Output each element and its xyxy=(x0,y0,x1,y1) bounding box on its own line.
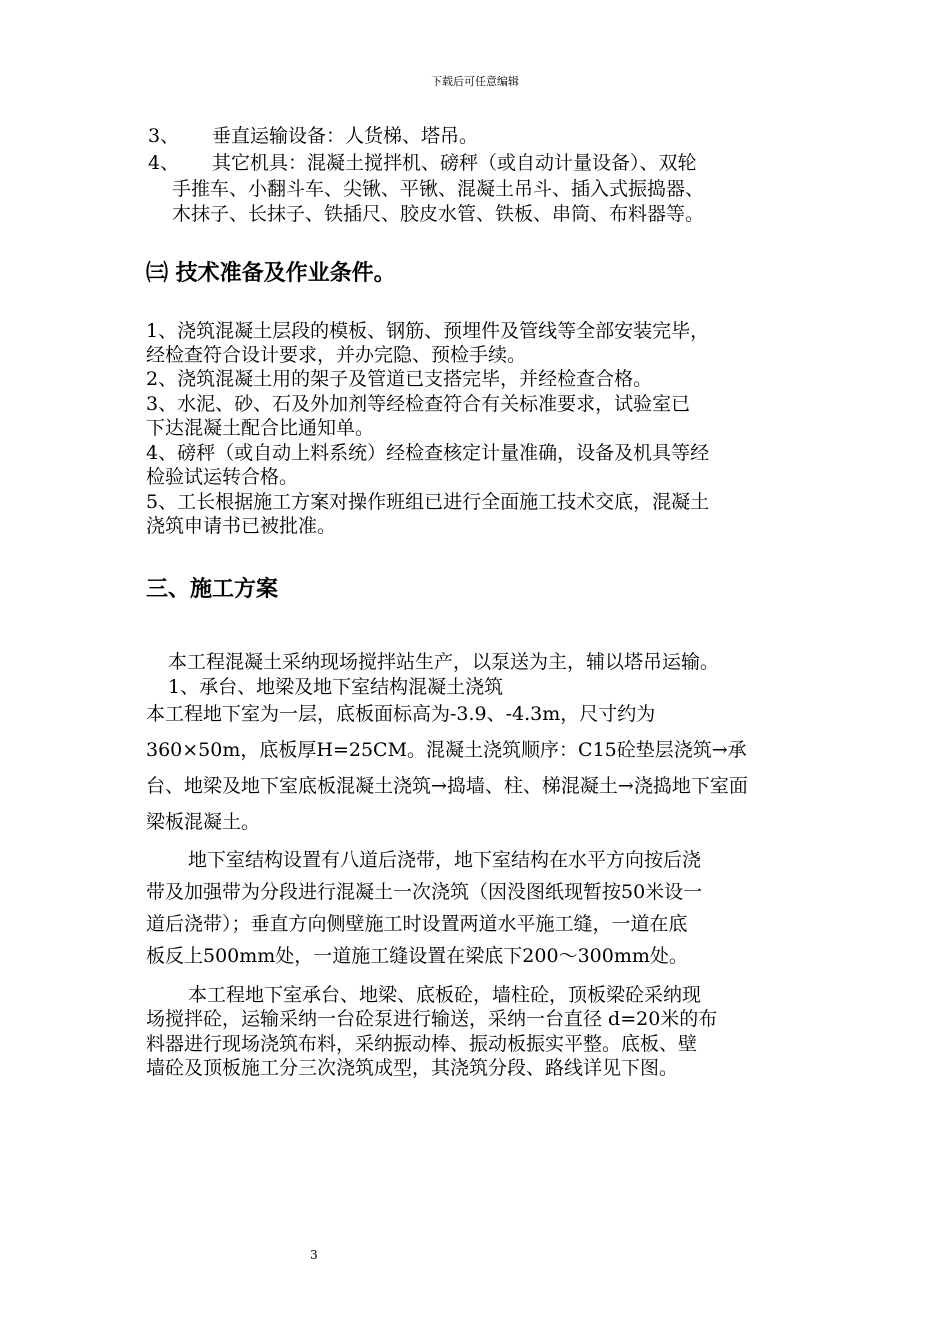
page-number: 3 xyxy=(310,1248,318,1262)
paragraph-line: 带及加强带为分段进行混凝土一次浇筑（因没图纸现暂按50米设一 xyxy=(146,881,703,903)
paragraph-line: 台、地梁及地下室底板混凝土浇筑→捣墙、柱、梯混凝土→浇捣地下室面 xyxy=(146,775,748,797)
list-item: 其它机具：混凝土搅拌机、磅秤（或自动计量设备）、双轮 xyxy=(212,152,697,174)
paragraph-line: 墙砼及顶板施工分三次浇筑成型，其浇筑分段、路线详见下图。 xyxy=(146,1057,679,1079)
paragraph-line: 地下室结构设置有八道后浇带，地下室结构在水平方向按后浇 xyxy=(188,849,702,871)
paragraph-line: 360×50m，底板厚H=25CM。混凝土浇筑顺序：C15砼垫层浇筑→承 xyxy=(146,739,747,761)
paragraph-line: 本工程地下室承台、地梁、底板砼，墙柱砼，顶板梁砼采纳现 xyxy=(188,984,702,1006)
list-number: 3、 xyxy=(148,125,180,147)
condition-line: 1、浇筑混凝土层段的模板、钢筋、预埋件及管线等全部安装完毕， xyxy=(146,320,710,342)
condition-line: 经检查符合设计要求，并办完隐、预检手续。 xyxy=(146,344,527,366)
paragraph-line: 板反上500mm处，一道施工缝设置在梁底下200～300mm处。 xyxy=(146,945,688,967)
condition-line: 下达混凝土配合比通知单。 xyxy=(146,417,375,439)
section-heading-tech-prep: ㈢ 技术准备及作业条件。 xyxy=(146,261,396,286)
condition-line: 检验试运转合格。 xyxy=(146,466,299,488)
list-item: 垂直运输设备：人货梯、塔吊。 xyxy=(212,125,479,147)
plan-intro: 本工程混凝土采纳现场搅拌站生产，以泵送为主，辅以塔吊运输。 xyxy=(168,651,720,673)
list-item-continuation: 木抹子、长抹子、铁插尺、胶皮水管、铁板、串筒、布料器等。 xyxy=(172,203,705,225)
list-number: 4、 xyxy=(148,152,180,174)
paragraph-line: 本工程地下室为一层，底板面标高为-3.9、-4.3m，尺寸约为 xyxy=(146,703,656,725)
page-header: 下载后可任意编辑 xyxy=(431,75,519,88)
condition-line: 2、浇筑混凝土用的架子及管道已支搭完毕，并经检查合格。 xyxy=(146,368,653,390)
condition-line: 4、磅秤（或自动上料系统）经检查核定计量准确，设备及机具等经 xyxy=(146,442,710,464)
condition-line: 3、水泥、砂、石及外加剂等经检查符合有关标准要求，试验室已 xyxy=(146,393,691,415)
section-heading-construction-plan: 三、施工方案 xyxy=(146,577,279,602)
condition-line: 浇筑申请书已被批准。 xyxy=(146,515,337,537)
paragraph-line: 道后浇带）；垂直方向侧壁施工时设置两道水平施工缝，一道在底 xyxy=(146,913,688,935)
paragraph-line: 梁板混凝土。 xyxy=(146,811,261,833)
plan-subheading: 1、承台、地梁及地下室结构混凝土浇筑 xyxy=(168,676,504,698)
condition-line: 5、工长根据施工方案对操作班组已进行全面施工技术交底，混凝土 xyxy=(146,491,710,513)
paragraph-line: 场搅拌砼，运输采纳一台砼泵进行输送，采纳一台直径 d=20米的布 xyxy=(146,1008,718,1030)
paragraph-line: 料器进行现场浇筑布料，采纳振动棒、振动板振实平整。底板、壁 xyxy=(146,1033,698,1055)
list-item-continuation: 手推车、小翻斗车、尖锹、平锹、混凝土吊斗、插入式振捣器、 xyxy=(172,178,705,200)
